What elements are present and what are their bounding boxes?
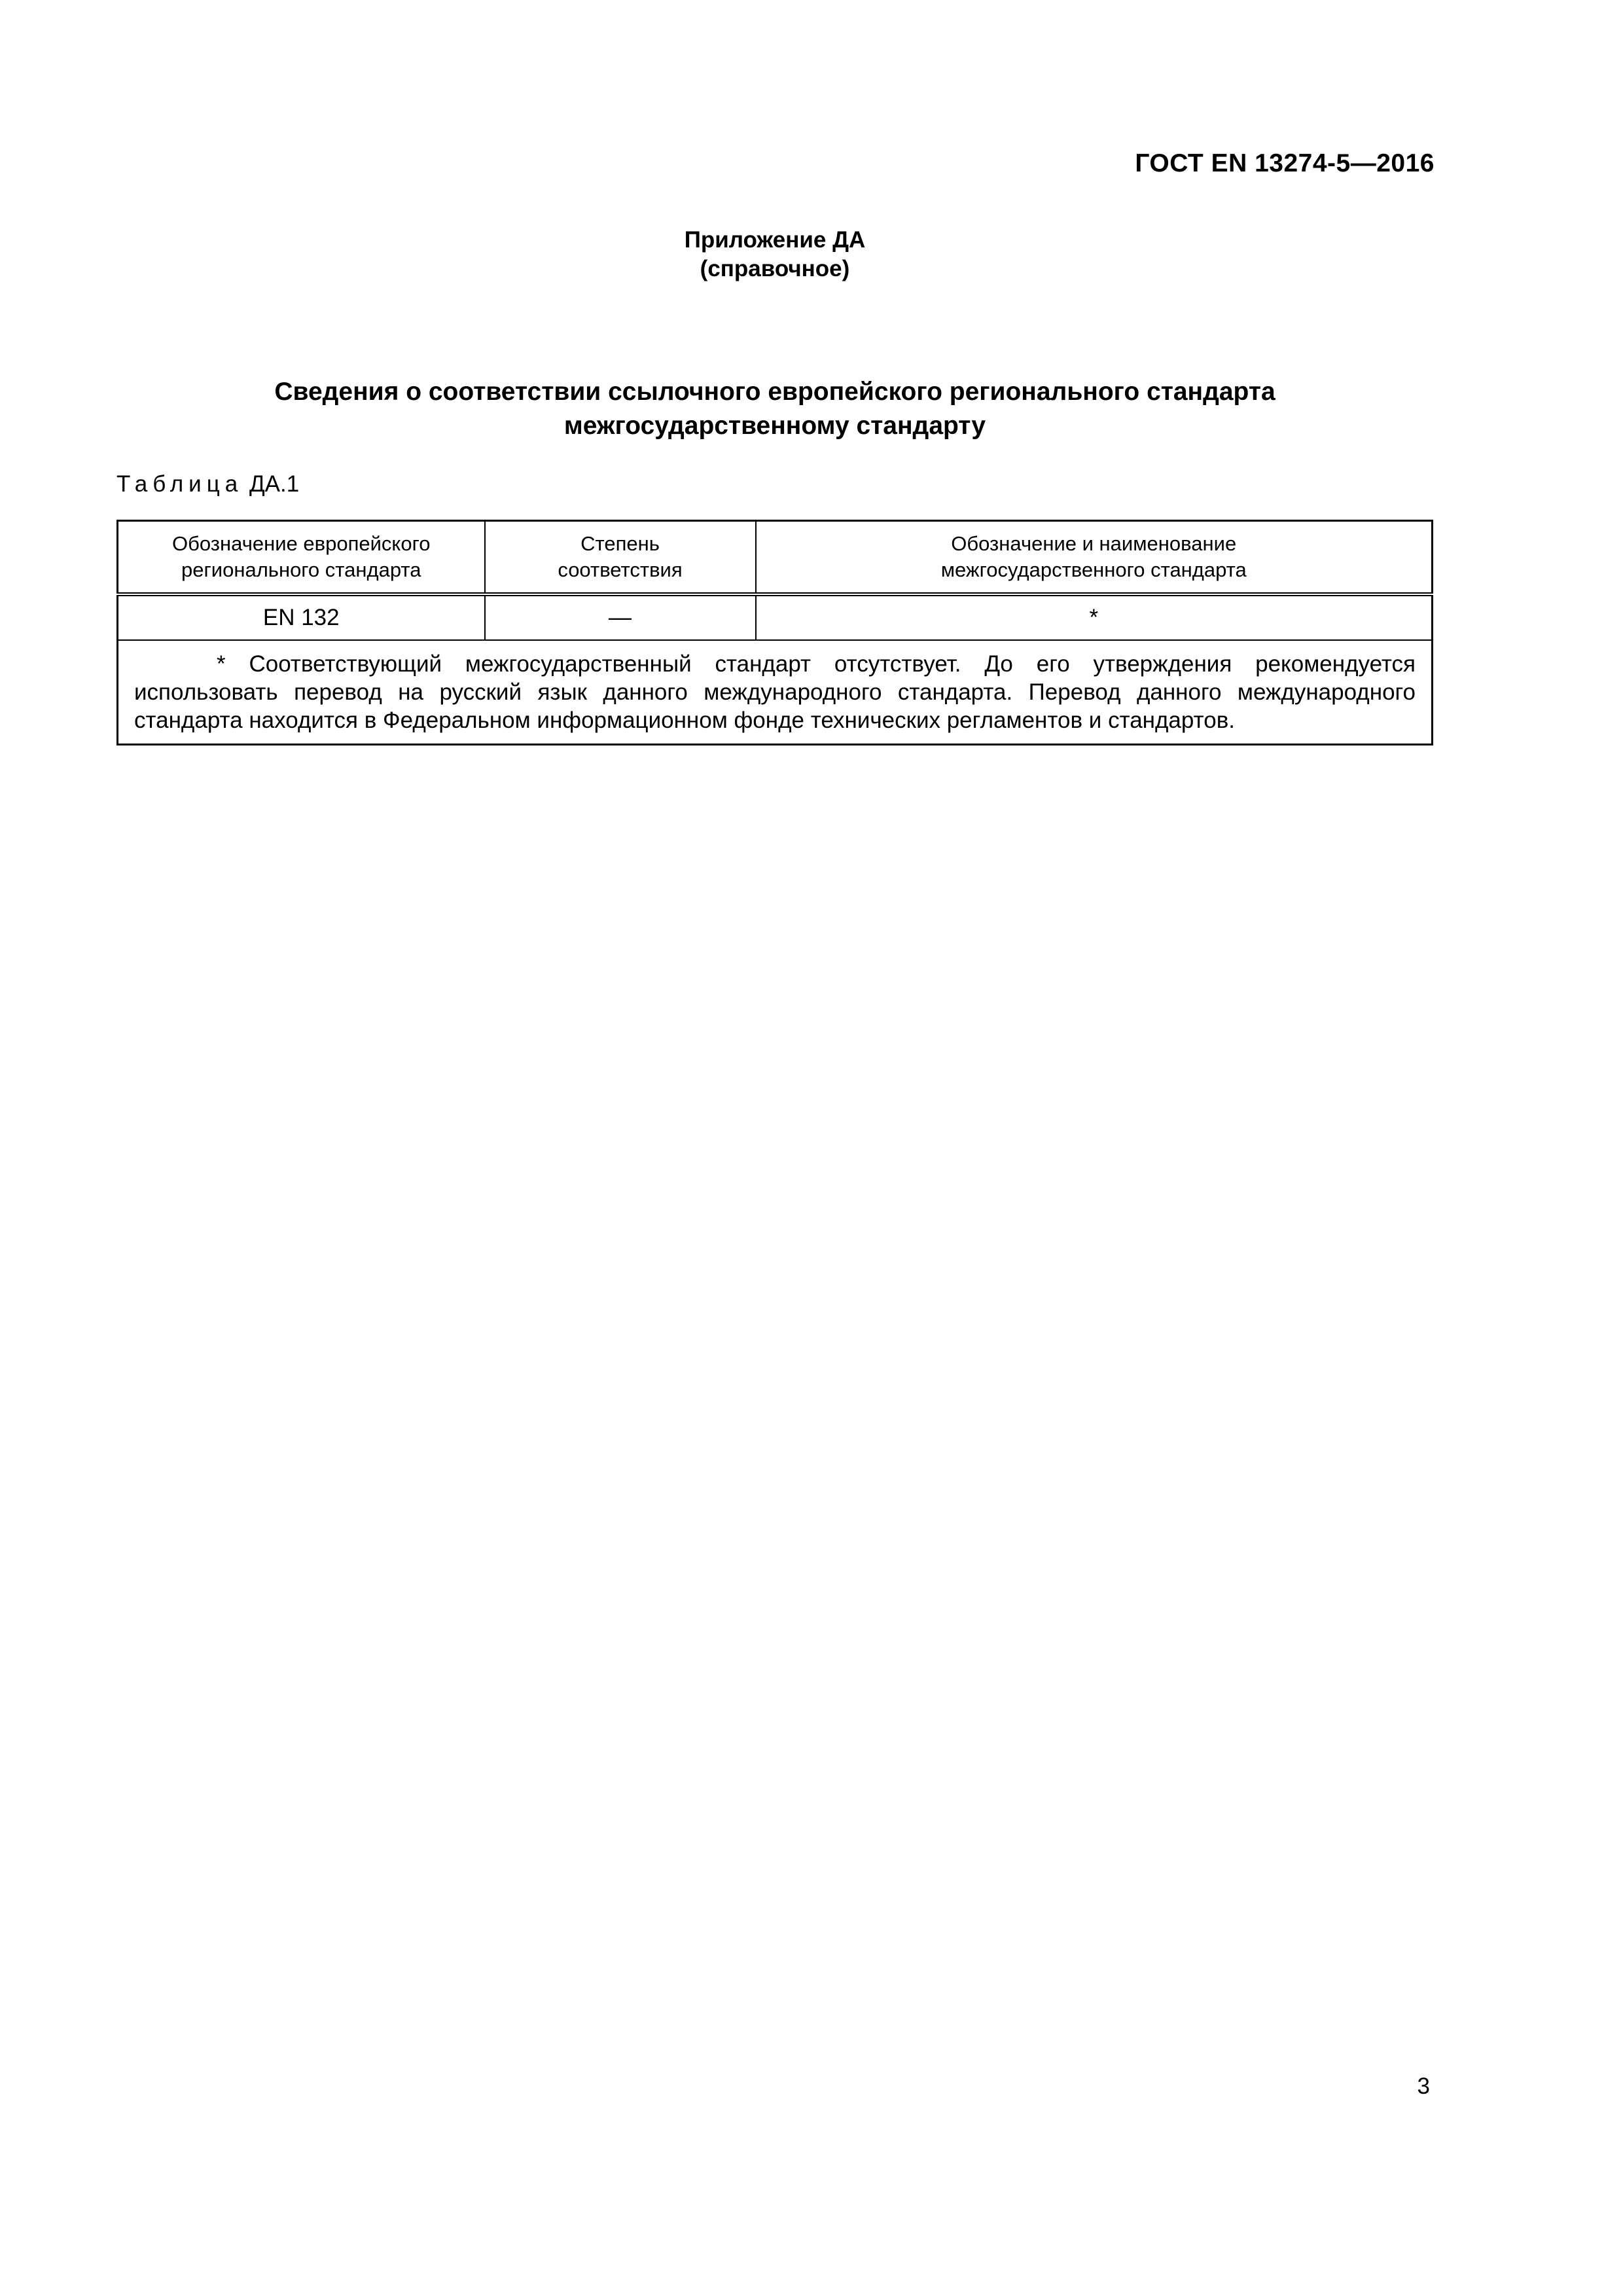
page-number: 3 xyxy=(1417,2073,1430,2099)
header-european-standard xyxy=(118,521,485,595)
table-caption-number: ДА.1 xyxy=(249,471,300,497)
section-title xyxy=(0,375,1550,443)
correspondence-table-wrapper xyxy=(116,520,1431,745)
header-degree-of-correspondence xyxy=(485,521,756,595)
table-footnote-row xyxy=(118,640,1433,745)
cell-interstate: * xyxy=(756,594,1433,640)
table-footnote-cell xyxy=(118,640,1433,745)
table-caption xyxy=(116,471,299,497)
appendix-heading xyxy=(0,226,1550,283)
header-interstate-line-2: межгосударственного стандарта xyxy=(940,558,1247,581)
header-degree-line-1: Степень xyxy=(580,532,660,555)
section-title-line-1: Сведения о соответствии ссылочного европейского регионального стандарта xyxy=(274,378,1275,406)
document-code: ГОСТ EN 13274-5—2016 xyxy=(1135,149,1435,177)
cell-designation: EN 132 xyxy=(118,594,485,640)
table-row xyxy=(118,594,1433,640)
header-interstate-standard xyxy=(756,521,1433,595)
header-european-standard-line-1: Обозначение европейского xyxy=(172,532,431,555)
header-european-standard-line-2: регионального стандарта xyxy=(181,558,421,581)
appendix-subtitle: (справочное) xyxy=(700,256,850,281)
header-interstate-line-1: Обозначение и наименование xyxy=(951,532,1237,555)
correspondence-table xyxy=(116,520,1433,745)
header-degree-line-2: соответствия xyxy=(558,558,683,581)
section-title-line-2: межгосударственному стандарту xyxy=(563,412,986,440)
table-header-row xyxy=(118,521,1433,595)
table-caption-word: Таблица xyxy=(116,471,243,497)
cell-degree: — xyxy=(485,594,756,640)
table-footnote: * Соответствующий межгосударственный стандарт отсутствует. До его утверждения рекомендуется использовать перевод на русский язык данного международного стандарта. Перевод данного международного стандарта находится в Федеральном информационном фонде технических регламентов и стандартов. xyxy=(134,651,1416,733)
appendix-title: Приложение ДА xyxy=(684,227,866,253)
